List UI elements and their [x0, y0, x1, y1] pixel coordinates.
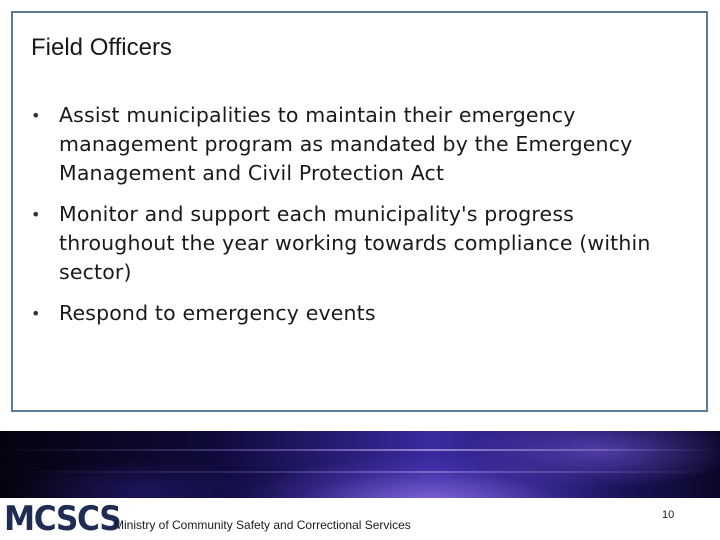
bullet-text: Monitor and support each municipality's progress throughout the year working towards compliance (within sector)	[59, 202, 651, 284]
ministry-name: Ministry of Community Safety and Correctional Services	[114, 518, 411, 532]
ministry-logo: MCSCS	[4, 499, 121, 539]
bullet-marker: •	[31, 106, 41, 125]
slide-title: Field Officers	[31, 34, 172, 61]
bullet-marker: •	[31, 304, 41, 323]
banner-light-streak	[0, 471, 720, 473]
bullet-item	[31, 299, 681, 328]
page-number: 10	[662, 509, 675, 521]
decorative-banner	[0, 431, 720, 498]
bullet-item	[31, 101, 681, 188]
banner-light-streak	[0, 449, 720, 451]
bullet-list	[31, 101, 681, 340]
bullet-text: Assist municipalities to maintain their emergency management program as mandated by the Emergency Management and Civil Protection Act	[59, 103, 633, 185]
bullet-item	[31, 200, 681, 287]
bullet-marker: •	[31, 205, 41, 224]
bullet-text: Respond to emergency events	[59, 301, 376, 325]
